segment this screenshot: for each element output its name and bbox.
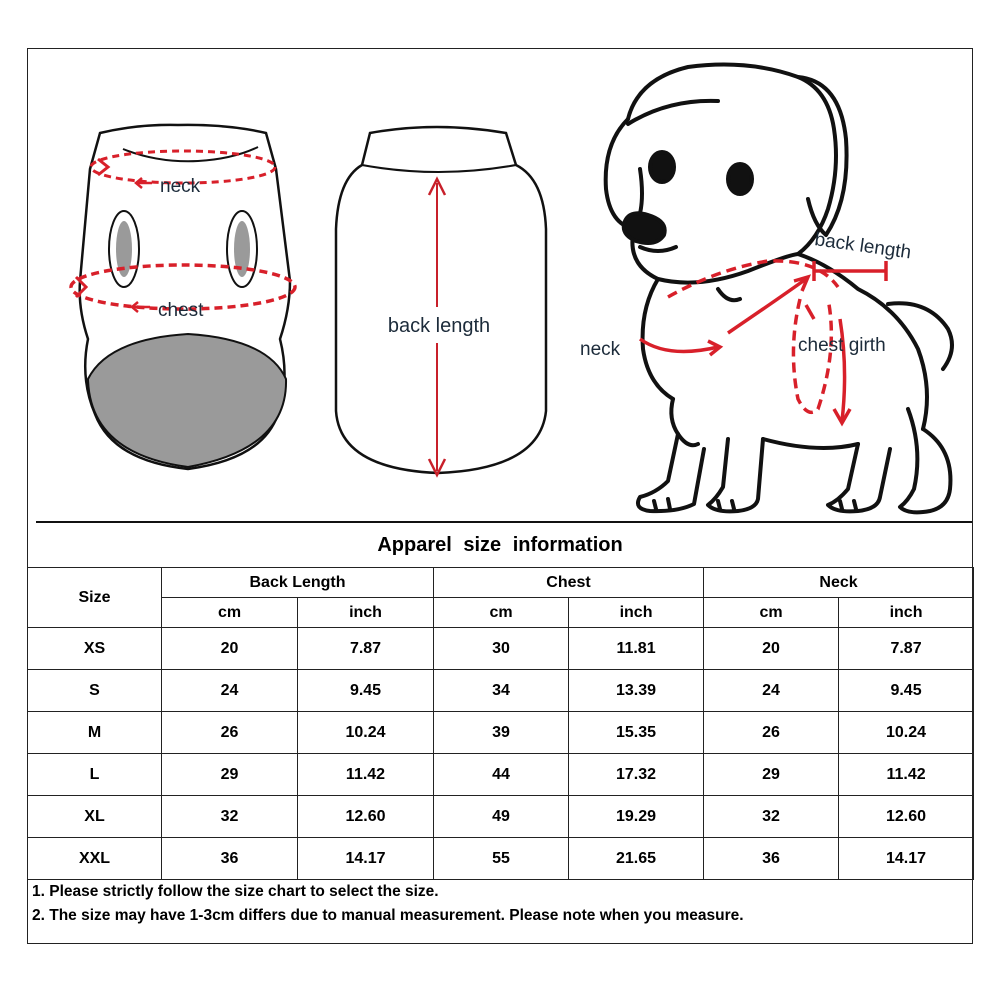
- value-cell: 11.42: [298, 754, 434, 796]
- value-cell: 49: [434, 796, 569, 838]
- table-title: Apparel size information: [377, 533, 623, 556]
- vest-back-diagram: [336, 127, 546, 475]
- value-cell: 55: [434, 838, 569, 880]
- value-cell: 21.65: [569, 838, 704, 880]
- value-cell: 20: [704, 628, 839, 670]
- value-cell: 29: [162, 754, 298, 796]
- value-cell: 29: [704, 754, 839, 796]
- size-cell: M: [28, 712, 162, 754]
- value-cell: 24: [704, 670, 839, 712]
- group-header-neck: Neck: [704, 568, 974, 598]
- value-cell: 11.81: [569, 628, 704, 670]
- dog-back-length-label: back length: [813, 229, 913, 264]
- value-cell: 10.24: [839, 712, 974, 754]
- size-cell: L: [28, 754, 162, 796]
- value-cell: 30: [434, 628, 569, 670]
- table-row: [28, 796, 974, 838]
- value-cell: 14.17: [839, 838, 974, 880]
- vest-back-length-label: back length: [387, 315, 491, 337]
- notes: [32, 880, 968, 928]
- value-cell: 12.60: [839, 796, 974, 838]
- value-cell: 12.60: [298, 796, 434, 838]
- value-cell: 34: [434, 670, 569, 712]
- size-cell: XL: [28, 796, 162, 838]
- value-cell: 17.32: [569, 754, 704, 796]
- value-cell: 10.24: [298, 712, 434, 754]
- dog-neck-label: neck: [580, 339, 621, 360]
- value-cell: 15.35: [569, 712, 704, 754]
- size-table: [27, 567, 974, 880]
- size-header: Size: [28, 568, 162, 628]
- unit-header: inch: [839, 598, 974, 628]
- value-cell: 44: [434, 754, 569, 796]
- value-cell: 13.39: [569, 670, 704, 712]
- unit-header: inch: [569, 598, 704, 628]
- value-cell: 36: [704, 838, 839, 880]
- size-cell: XS: [28, 628, 162, 670]
- unit-header: cm: [434, 598, 569, 628]
- unit-header: inch: [298, 598, 434, 628]
- value-cell: 9.45: [298, 670, 434, 712]
- value-cell: 7.87: [839, 628, 974, 670]
- note-line: 1. Please strictly follow the size chart to select the size.: [32, 883, 439, 900]
- value-cell: 39: [434, 712, 569, 754]
- value-cell: 32: [704, 796, 839, 838]
- group-header-chest: Chest: [434, 568, 704, 598]
- table-row: [28, 712, 974, 754]
- value-cell: 32: [162, 796, 298, 838]
- note-line: 2. The size may have 1-3cm differs due to manual measurement. Please note when you measure.: [32, 907, 744, 924]
- value-cell: 20: [162, 628, 298, 670]
- value-cell: 14.17: [298, 838, 434, 880]
- measurement-illustration: [28, 49, 972, 521]
- size-cell: XXL: [28, 838, 162, 880]
- table-row: [28, 670, 974, 712]
- value-cell: 26: [162, 712, 298, 754]
- group-header-back-length: Back Length: [162, 568, 434, 598]
- table-row: [28, 754, 974, 796]
- value-cell: 24: [162, 670, 298, 712]
- size-chart-frame: [27, 48, 973, 944]
- value-cell: 11.42: [839, 754, 974, 796]
- value-cell: 26: [704, 712, 839, 754]
- dog-chest-girth-label: chest girth: [798, 335, 886, 356]
- unit-header: cm: [704, 598, 839, 628]
- value-cell: 7.87: [298, 628, 434, 670]
- value-cell: 19.29: [569, 796, 704, 838]
- table-row: [28, 838, 974, 880]
- value-cell: 9.45: [839, 670, 974, 712]
- vest-neck-label: neck: [160, 176, 201, 197]
- vest-chest-label: chest: [158, 300, 204, 321]
- table-unit-header-row: [28, 598, 974, 628]
- value-cell: 36: [162, 838, 298, 880]
- table-group-header-row: [28, 568, 974, 598]
- table-row: [28, 628, 974, 670]
- vest-front-diagram: [71, 125, 295, 469]
- unit-header: cm: [162, 598, 298, 628]
- size-cell: S: [28, 670, 162, 712]
- dog-diagram: [606, 65, 952, 513]
